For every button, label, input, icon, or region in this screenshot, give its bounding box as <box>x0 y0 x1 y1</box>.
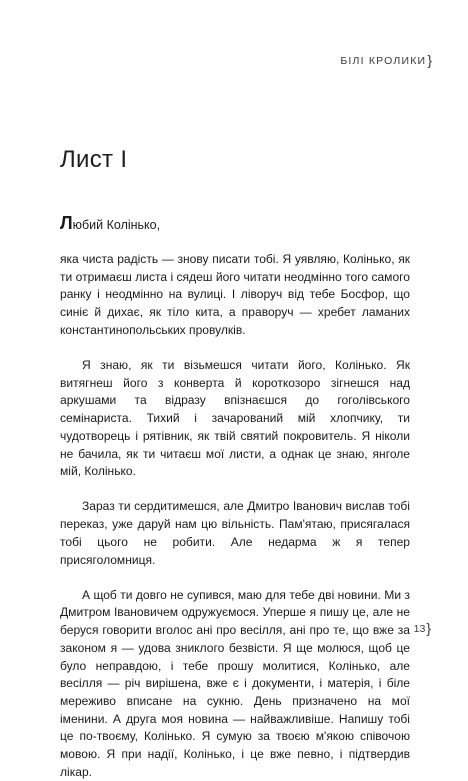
salutation-text: юбий Колінько, <box>72 218 161 232</box>
running-head <box>340 52 432 68</box>
paragraph-3: Зараз ти сердитимешся, але Дмитро Іванович вислав тобі переказ, уже даруй нам цю вільність. Пам'ятаю, присягалася тобі цього не робити. Але недарма ж я тепер присяголомниця. <box>60 499 410 567</box>
page-number-brace: } <box>426 620 431 636</box>
paragraph-4: А щоб ти довго не супився, маю для тебе дві новини. Ми з Дмитром Івановичем одружуємося. Уперше я пишу це, але не беруся говорити вголос ані про весілля, ані про те, що вже за законом я — удова зниклого безвісти. Я ще молюся, щоб це було неправдою, і тебе прошу молитися, Колінько, але весілля — річ вирішена, вже є і документи, і матерія, і біле мереживо вписане на сукню. День призначено на мої іменини. А друга моя новина — найважливіше. Напишу тобі це по-твоєму, Колінько. Я сумую за твоєю м'якою співочою мовою. Я при надії, Колінько, і це вже певно, і підтвердив лікар. <box>60 587 410 779</box>
page-number <box>414 620 431 636</box>
running-head-title: БІЛІ КРОЛИКИ <box>340 55 427 67</box>
paragraph-1: яка чиста радість — знову писати тобі. Я уявляю, Колінько, як ти отримаєш листа і сядеш його читати неодмінно того самого ранку і неодмінно на вулиці. І ліворуч від тебе Босфор, що синіє й дихає, як тіло кита, а праворуч — хребет ламаних константинопольських провулків. <box>60 252 410 337</box>
running-head-brace: } <box>427 52 432 68</box>
page-number-value: 13 <box>413 623 426 635</box>
chapter-title: Лист І <box>60 146 128 173</box>
salutation <box>60 212 410 234</box>
paragraph-2: Я знаю, як ти візьмешся читати його, Колінько. Як витягнеш його з конверта й короткозоро зігнешся над аркушами та відразу впізнаєшся до гоголівського семінариста. Тихий і зачарований мій хлопчику, ти чудотворець і рятівник, як твій святий покровитель. Я ніколи не бачила, як ти читаєш мої листи, а однак це знаю, янголе мій, Колінько. <box>60 358 410 479</box>
salutation-initial: Л <box>60 213 73 233</box>
letter-body <box>60 212 410 781</box>
